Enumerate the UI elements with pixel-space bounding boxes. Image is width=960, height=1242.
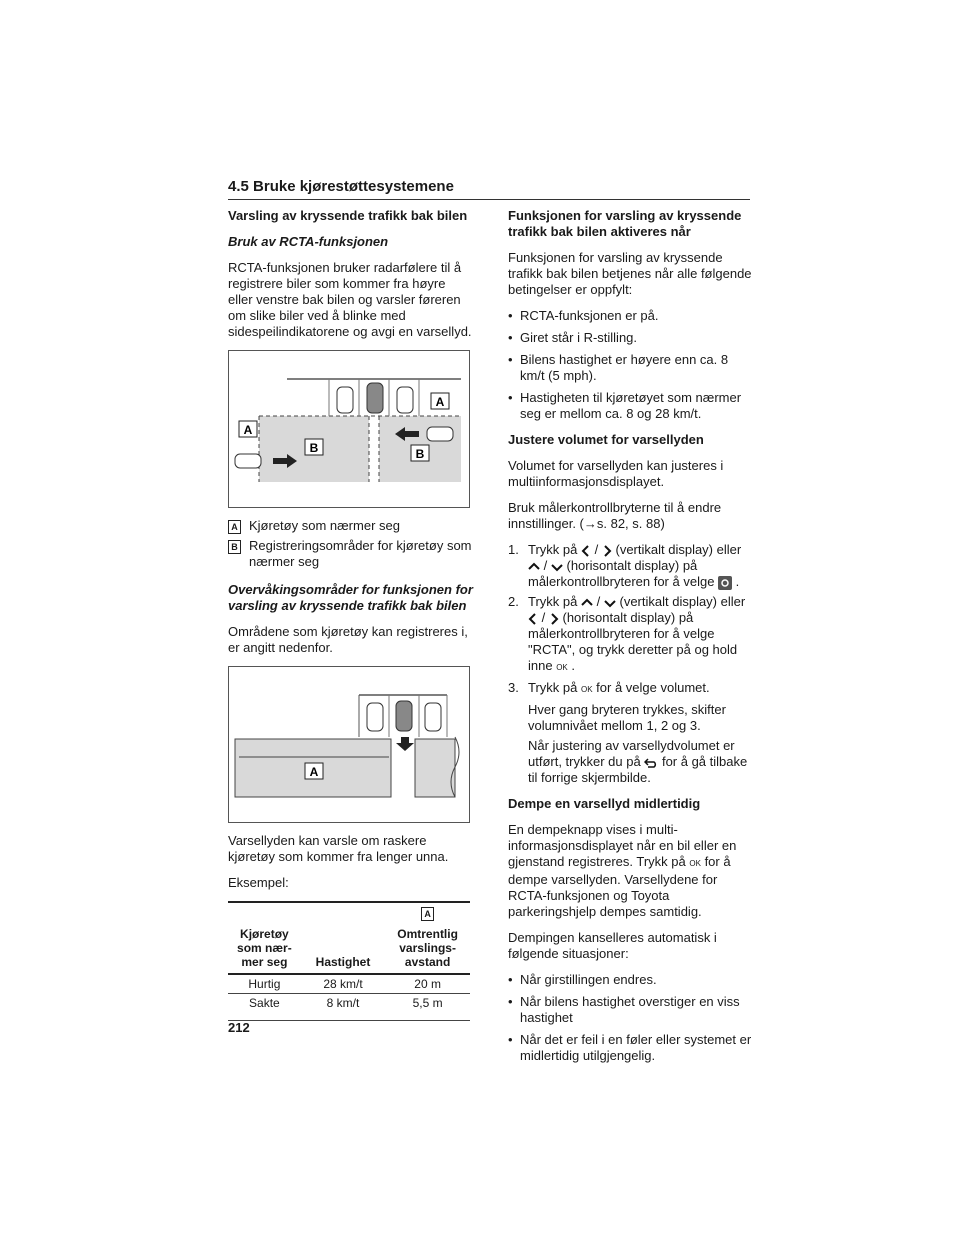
approaching-car-right [427, 427, 453, 441]
step-text: (horisontalt display) på målerkontrollbryteren for å velge "RCTA", og trykk deretter på og hold inne [528, 610, 738, 673]
step-note-back [528, 738, 753, 786]
list-item: • Bilens hastighet er høyere enn ca. 8 km/t (5 mph). [508, 352, 753, 384]
subheading-use: Bruk av RCTA-funksjonen [228, 234, 389, 249]
cell: 8 km/t [301, 994, 385, 1021]
step-note: Hver gang bryteren trykkes, skifter volumnivået mellom 1, 2 og 3. [528, 702, 726, 733]
step-text: Trykk på [528, 594, 578, 609]
table-row [228, 974, 470, 994]
rcta-diagram [229, 351, 469, 507]
parked-car-2 [425, 703, 441, 731]
list-item: • Når det er feil i en føler eller systemet er midlertidig utilgjengelig. [508, 1032, 753, 1064]
step-number: 2. [508, 594, 519, 609]
monitoring-diagram [229, 667, 469, 822]
chevron-left-icon [581, 545, 591, 557]
heading-volume: Justere volumet for varsellyden [508, 432, 704, 447]
legend-a [228, 518, 473, 534]
slash: / [541, 610, 546, 625]
mute-text-b: for å dempe varsellyden. Varsellydene for RCTA-funksjonen og Toyota parkeringshjelp dempes samtidig. [508, 854, 731, 919]
steps-list [508, 542, 753, 786]
paragraph-conditions: Funksjonen for varsling av kryssende trafikk bak bilen betjenes når alle følgende betingelser er oppfylt: [508, 250, 752, 297]
svg-text:B: B [415, 447, 425, 461]
table-header [228, 902, 470, 974]
svg-text:A: A [435, 395, 445, 409]
cell: 28 km/t [301, 974, 385, 994]
list-item: • Når bilens hastighet overstiger en viss hastighet [508, 994, 753, 1026]
header-speed: Hastighet [301, 902, 385, 974]
step-text: Når justering av varsellydvolumet er utført, trykker du på [528, 738, 735, 769]
legend-b [228, 538, 473, 570]
own-car [396, 701, 412, 731]
heading-mute: Dempe en varsellyd midlertidig [508, 796, 701, 811]
cell: Sakte [228, 994, 301, 1021]
slash: / [596, 594, 601, 609]
slash: / [543, 558, 548, 573]
legend-key-a: A [228, 520, 241, 534]
page-number: 212 [228, 1020, 250, 1035]
chevron-up-icon [528, 562, 540, 572]
subheading-monitoring: Overvåkingsområder for funksjonen for varsling av kryssende trafikk bak bilen [228, 582, 473, 613]
right-column [508, 208, 753, 1074]
paragraph-areas: Områdene som kjøretøy kan registreres i, er angitt nedenfor. [228, 624, 468, 655]
step-2 [508, 594, 753, 676]
section-title: 4.5 Bruke kjørestøttesystemene [228, 178, 454, 195]
example-table [228, 901, 470, 1021]
chevron-left-icon [528, 613, 538, 625]
list-item: • RCTA-funksjonen er på. [508, 308, 753, 324]
conditions-list [508, 308, 753, 422]
list-item: • Giret står i R-stilling. [508, 330, 753, 346]
parked-car-1 [367, 703, 383, 731]
step-text: for å velge volumet. [596, 680, 710, 695]
back-arrow-icon [644, 758, 658, 768]
ok-icon: OK [556, 663, 568, 672]
figure-monitoring-area [228, 666, 470, 823]
paragraph-cancel: Dempingen kanselleres automatisk i følgende situasjoner: [508, 930, 717, 961]
cell: 5,5 m [385, 994, 470, 1021]
left-column [228, 208, 473, 1021]
svg-text:A: A [309, 765, 319, 779]
slash: / [594, 542, 599, 557]
paragraph-switches: Bruk målerkontrollbryterne til å endre innstillinger. (→s. 82, s. 88) [508, 500, 722, 531]
cancel-list [508, 972, 753, 1064]
chevron-down-icon [604, 598, 616, 608]
list-item: • Når girstillingen endres. [508, 972, 753, 988]
step-number: 1. [508, 542, 519, 557]
settings-gear-icon [718, 576, 732, 590]
header-distance-text: Omtrentlig varslings-avstand [397, 927, 458, 969]
monitoring-area-right [415, 739, 455, 797]
paragraph-mute [508, 822, 753, 920]
svg-text:A: A [243, 423, 253, 437]
legend-text-a: Kjøretøy som nærmer seg [249, 518, 400, 533]
step-text: Trykk på [528, 680, 578, 695]
step-number: 3. [508, 680, 519, 695]
paragraph-example: Eksempel: [228, 875, 289, 890]
step-text: (horisontalt display) på målerkontrollbryteren for å velge [528, 558, 715, 589]
mute-text-a: En dempeknapp vises i multi-informasjonsdisplayet når en bil eller en gjenstand registreres. Trykk på [508, 822, 737, 869]
table-row [228, 994, 470, 1021]
heading-activation: Funksjonen for varsling av kryssende trafikk bak bilen aktiveres når [508, 208, 742, 239]
step-text: (vertikalt display) eller [615, 542, 742, 557]
header-key-a: A [421, 907, 434, 921]
paragraph-intro: RCTA-funksjonen bruker radarfølere til å registrere biler som kommer fra høyre eller venstre bak bilen og varsler føreren om slike biler ved å blinke med sidespeilindikatorene og avgi en varsellyd. [228, 260, 472, 339]
chevron-right-icon [549, 613, 559, 625]
legend-key-b: B [228, 540, 241, 554]
header-distance [385, 902, 470, 974]
chevron-right-icon [602, 545, 612, 557]
heading-rcta: Varsling av kryssende trafikk bak bilen [228, 208, 468, 223]
ok-icon: OK [580, 685, 593, 694]
header-vehicle: Kjøretøy som nær-mer seg [228, 902, 301, 974]
approaching-car-left [235, 454, 261, 468]
list-item: • Hastigheten til kjøretøyet som nærmer seg er mellom ca. 8 og 28 km/t. [508, 390, 753, 422]
paragraph-volume: Volumet for varsellyden kan justeres i multiinformasjonsdisplayet. [508, 458, 724, 489]
section-divider [228, 199, 750, 200]
paragraph-faster: Varsellyden kan varsle om raskere kjøretøy som kommer fra lenger unna. [228, 833, 449, 864]
svg-text:B: B [309, 441, 319, 455]
cell: Hurtig [228, 974, 301, 994]
step-text: (vertikalt display) eller [619, 594, 746, 609]
parked-car-1 [337, 387, 353, 413]
legend-text-b: Registreringsområder for kjøretøy som nærmer seg [249, 538, 472, 569]
ok-icon: OK [689, 859, 701, 868]
parked-car-2 [397, 387, 413, 413]
step-text: . [571, 658, 576, 673]
step-text: for å gå tilbake til forrige skjermbilde. [528, 754, 748, 785]
step-1 [508, 542, 753, 590]
figure-rcta-overview [228, 350, 470, 508]
chevron-up-icon [581, 598, 593, 608]
step-3 [508, 680, 753, 786]
cell: 20 m [385, 974, 470, 994]
own-car [367, 383, 383, 413]
arrow-down [396, 737, 414, 751]
step-text: Trykk på [528, 542, 578, 557]
chevron-down-icon [551, 562, 563, 572]
step-text: . [735, 574, 740, 589]
